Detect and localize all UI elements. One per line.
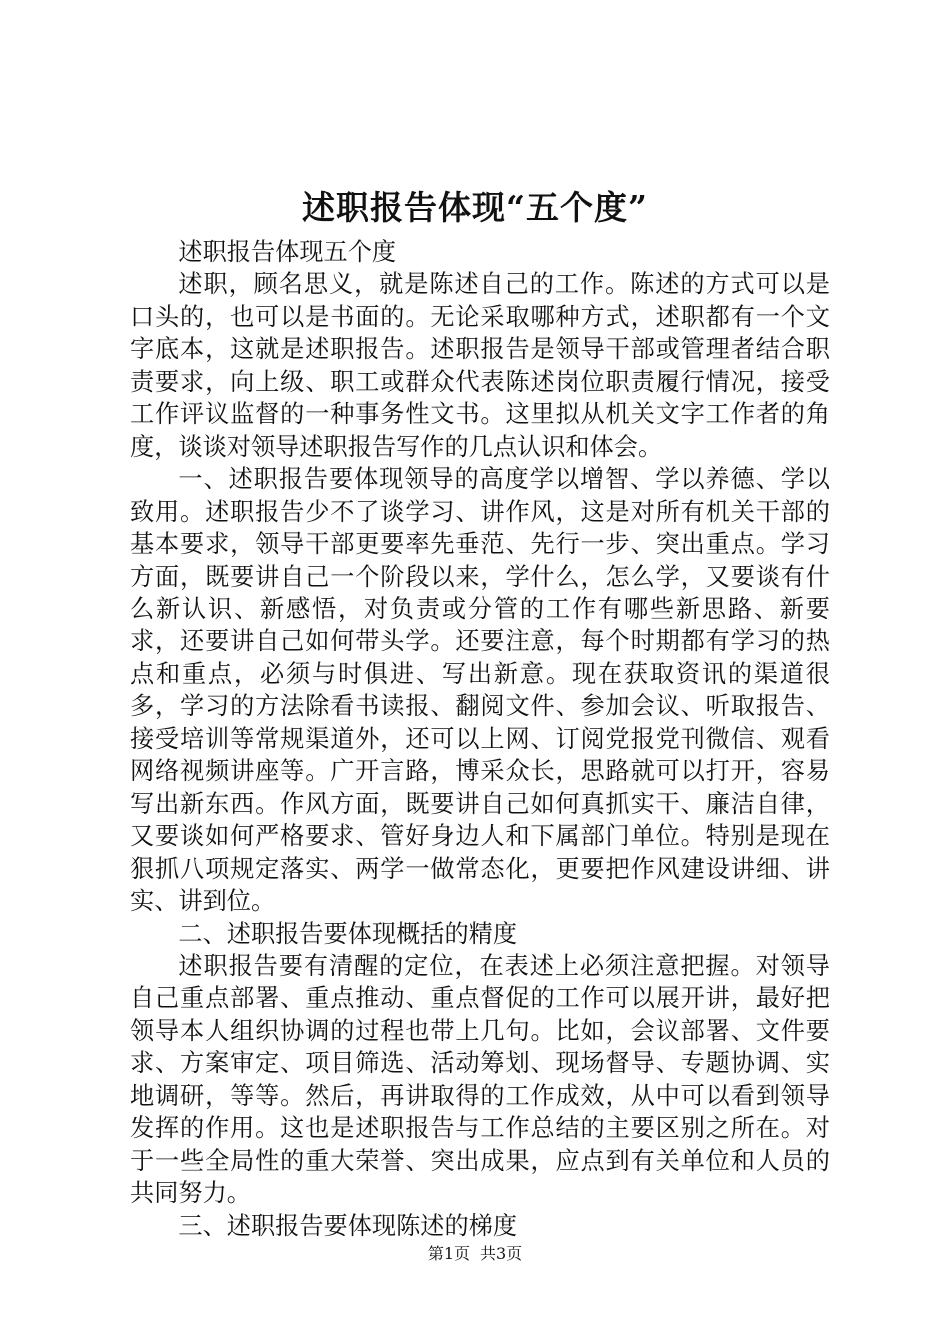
page-number: 第1页 bbox=[427, 1244, 470, 1263]
document-title: 述职报告体现“五个度” bbox=[302, 188, 648, 227]
page-footer bbox=[0, 1243, 950, 1265]
section-two-paragraph: 述职报告要有清醒的定位，在表述上必须注意把握。对领导自己重点部署、重点推动、重点督促的工作可以展开讲，最好把领导本人组织协调的过程也带上几句。比如，会议部署、文件要求、方案审定、项目筛选、活动筹划、现场督导、专题协调、实地调研，等等。然后，再讲取得的工作成效，从中可以看到领导发挥的作用。这也是述职报告与工作总结的主要区别之所在。对于一些全局性的重大荣誉、突出成果，应点到有关单位和人员的共同努力。 bbox=[130, 951, 830, 1208]
intro-paragraph: 述职，顾名思义，就是陈述自己的工作。陈述的方式可以是口头的，也可以是书面的。无论采取哪种方式，述职都有一个文字底本，这就是述职报告。述职报告是领导干部或管理者结合职责要求，向上级、职工或群众代表陈述岗位职责履行情况，接受工作评议监督的一种事务性文书。这里拟从机关文字工作者的角度，谈谈对领导述职报告写作的几点认识和体会。 bbox=[130, 270, 830, 461]
section-three-heading: 三、述职报告要体现陈述的梯度 bbox=[178, 1211, 518, 1240]
section-one-paragraph: 一、述职报告要体现领导的高度学以增智、学以养德、学以致用。述职报告少不了谈学习、讲作风，这是对所有机关干部的基本要求，领导干部更要率先垂范、先行一步、突出重点。学习方面，既要讲自己一个阶段以来，学什么，怎么学，又要谈有什么新认识、新感悟，对负责或分管的工作有哪些新思路、新要求，还要讲自己如何带头学。还要注意，每个时期都有学习的热点和重点，必须与时俱进、写出新意。现在获取资讯的渠道很多，学习的方法除看书读报、翻阅文件、参加会议、听取报告、接受培训等常规渠道外，还可以上网、订阅党报党刊微信、观看网络视频讲座等。广开言路，博采众长，思路就可以打开，容易写出新东西。作风方面，既要讲自己如何真抓实干、廉洁自律，又要谈如何严格要求、管好身边人和下属部门单位。特别是现在狠抓八项规定落实、两学一做常态化，更要把作风建设讲细、讲实、讲到位。 bbox=[130, 465, 830, 916]
subtitle-paragraph: 述职报告体现五个度 bbox=[178, 238, 397, 266]
section-two-heading: 二、述职报告要体现概括的精度 bbox=[178, 919, 518, 948]
document-body bbox=[130, 236, 830, 1242]
page-total: 共3页 bbox=[480, 1244, 523, 1263]
